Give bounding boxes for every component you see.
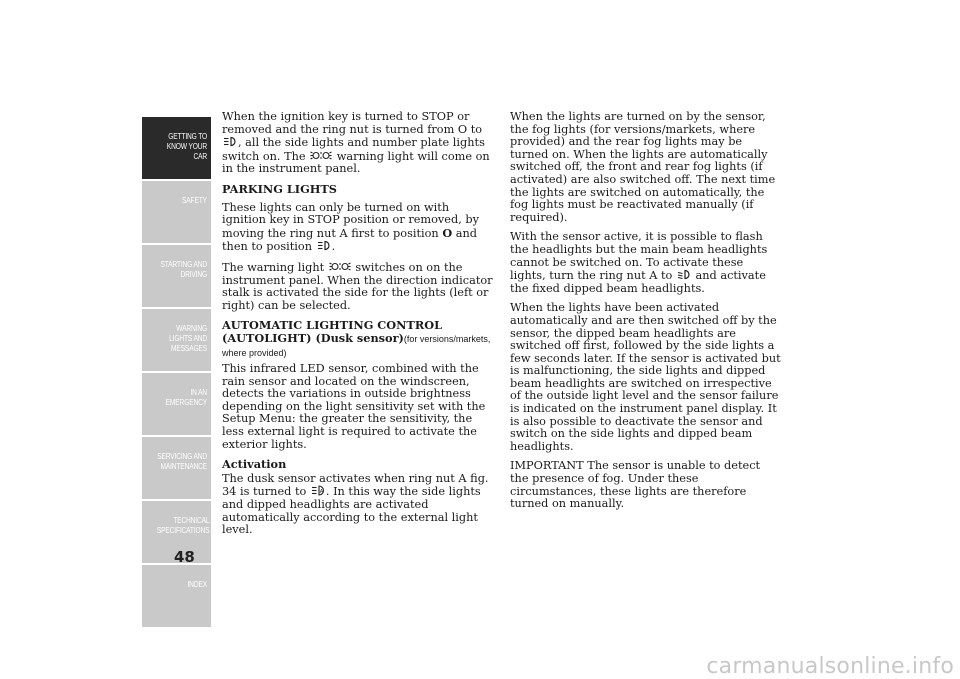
automatic-lighting-heading: AUTOMATIC LIGHTING CONTROL (AUTOLIGHT) (Dusk sensor)(for versions/markets, where provided) [222,318,491,358]
side-lights-icon [223,136,237,147]
tab-warning-lights-and-messages[interactable]: WARNING LIGHTS AND MESSAGES [142,309,211,371]
side-lights-icon [317,240,331,251]
tab-servicing-and-maintenance[interactable]: SERVICING AND MAINTENANCE [142,437,211,499]
page-number: 48 [174,548,195,566]
sensor-malfunction-paragraph: When the lights have been activated automatically and are then switched off by the sensor, the dipped beam headlights are switched off first, followed by the side lights a few seconds later. If the sensor is activated but is malfunctioning, the side lights and dipped beam headlights are switched on irrespective of the outside light level and the sensor failure is indicated on the instrument panel display. It is also possible to deactivate the sensor and switch on the side lights and dipped beam headlights. [510,301,781,453]
dipped-beam-icon [677,269,691,280]
side-lights-warning-icon [329,261,351,272]
activation-paragraph: The dusk sensor activates when ring nut A fig. 34 is turned to A . In this way the side lights and dipped headlights are activated automatically according to the external light level. [222,471,489,537]
parking-lights-paragraph: These lights can only be turned on with ignition key in STOP position or removed, by moving the ring nut A first to position O and then to position . [222,200,480,254]
side-lights-warning-icon [310,150,332,161]
intro-paragraph: When the ignition key is turned to STOP or removed and the ring nut is turned from O to , all the side lights and number plate lights switch on. The warning light will come on in the instrument panel. [222,110,490,176]
auto-lights-icon [311,485,325,496]
tab-in-an-emergency[interactable]: IN AN EMERGENCY [142,373,211,435]
right-column [510,111,782,518]
tab-getting-to-know-your-car[interactable]: GETTING TO KNOW YOUR CAR [142,117,211,179]
tab-technical-specifications[interactable]: TECHNICAL SPECIFICATIONS [142,501,211,563]
warning-light-paragraph: The warning light switches on on the instrument panel. When the direction indicator stalk is activated the side for the lights (left or right) can be selected. [222,260,493,312]
tab-index[interactable]: INDEX [142,565,211,627]
fog-lights-paragraph: When the lights are turned on by the sensor, the fog lights (for versions/markets, where provided) and the rear fog lights may be turned on. When the lights are automatically switched off, the front and rear fog lights (if activated) are also switched off. The next time the lights are switched on automatically, the fog lights must be reactivated manually (if required). [510,110,776,224]
flash-headlights-paragraph: With the sensor active, it is possible to flash the headlights but the main beam headlights cannot be switched on. To activate these lights, turn the ring nut A to and activate the fixed dipped beam headlights. [510,230,768,295]
tab-safety[interactable]: SAFETY [142,181,211,243]
tab-starting-and-driving[interactable]: STARTING AND DRIVING [142,245,211,307]
sensor-description-paragraph: This infrared LED sensor, combined with the rain sensor and located on the windscreen, detects the variations in outside brightness depending on the light sensitivity set with the Setup Menu: the greater the sensitivity, the less external light is required to activate the exterior lights. [222,362,486,451]
activation-heading: Activation [222,457,287,472]
watermark: carmanualsonline.info [706,654,954,679]
svg-text:A: A [319,489,324,496]
parking-lights-heading: PARKING LIGHTS [222,181,337,196]
important-note-paragraph: IMPORTANT The sensor is unable to detect the presence of fog. Under these circumstances, these lights are therefore turned on manually. [510,459,761,511]
left-column [222,111,494,544]
